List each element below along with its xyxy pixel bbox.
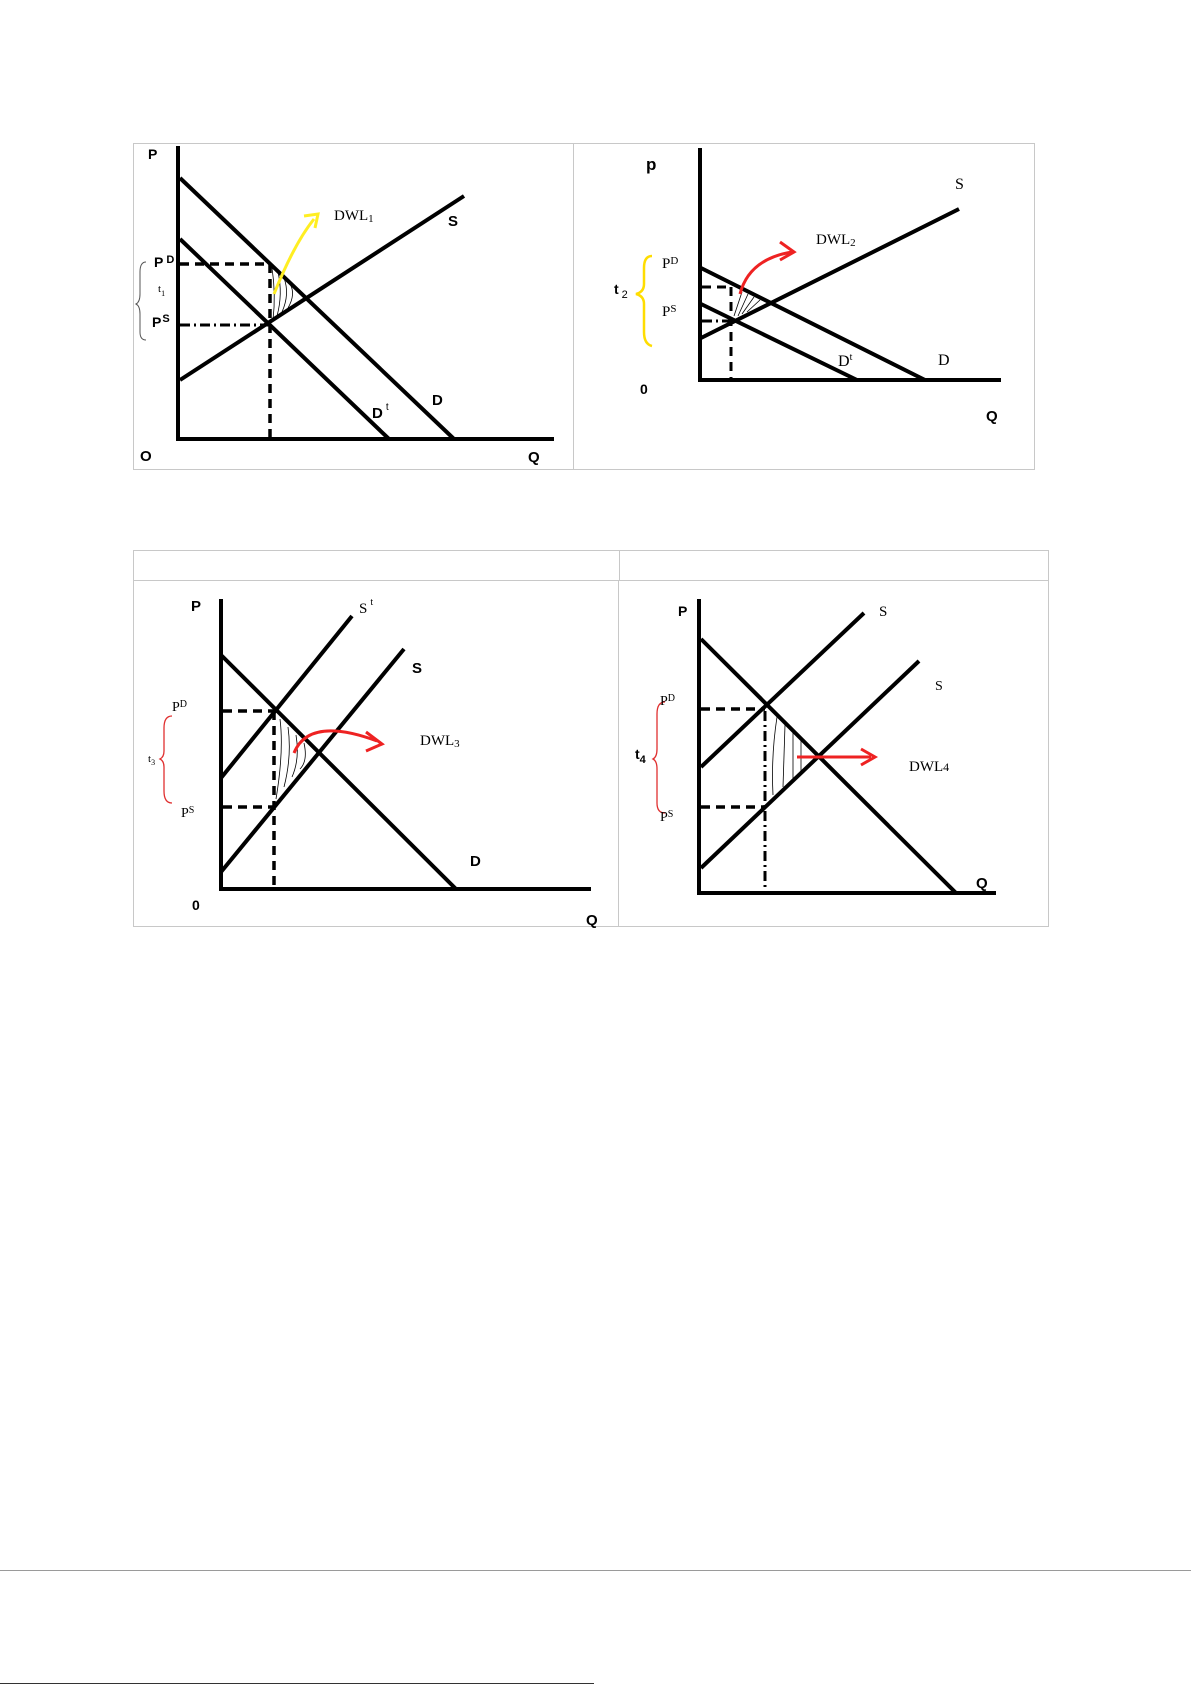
footnote-separator [0, 1683, 594, 1684]
axis-y-label: P [148, 146, 158, 162]
dwl-hatch [773, 717, 802, 795]
taxed-demand-label: $D^t$ [838, 352, 853, 370]
origin-label: O [140, 448, 152, 465]
diagram-2-panel [573, 143, 1035, 470]
ps-label: $P^S$ [152, 313, 170, 330]
axis-y-label: P [678, 603, 688, 619]
dwl-arrow-head [780, 242, 794, 260]
axis-x-label: Q [986, 408, 998, 425]
tax-label: $t_3$ [148, 753, 156, 767]
taxed-demand-label: D $^t$ [372, 402, 389, 422]
page-footer-rule [0, 1570, 1191, 1571]
dwl-label: DWL1 [334, 208, 374, 225]
supply-label: S [955, 176, 964, 193]
taxed-supply-curve [701, 613, 864, 767]
pd-label: $P^D$ [660, 693, 676, 709]
diagram-1-panel [133, 143, 575, 470]
demand-curve [221, 655, 456, 889]
diagram-4-panel [618, 580, 1049, 927]
diagram-1 [134, 144, 574, 469]
lower-table-header [133, 550, 1049, 580]
ps-label: $P^S$ [181, 805, 195, 821]
tax-label: $t_4$ [635, 746, 646, 766]
tax-brace [160, 716, 172, 803]
supply-curve [180, 196, 464, 380]
supply-label: S [935, 679, 943, 694]
taxed-supply-curve [221, 616, 352, 778]
taxed-demand-curve [701, 304, 857, 380]
demand-label: D [470, 853, 481, 870]
header-divider [619, 551, 620, 580]
tax-brace [636, 256, 652, 346]
pd-label: P $^D$ [154, 254, 175, 270]
supply-curve [701, 209, 959, 338]
origin-label: 0 [640, 381, 648, 397]
axis-y-label: p [646, 155, 657, 174]
pd-label: $P^D$ [172, 699, 188, 715]
dwl-label: DWL2 [816, 232, 856, 249]
tax-label: t $_2$ [614, 281, 628, 301]
diagram-2 [574, 144, 1034, 469]
tax-label: $t_1$ [158, 283, 166, 298]
taxed-supply-label: S $^t$ [359, 597, 374, 617]
diagram-4 [619, 581, 1048, 926]
taxed-supply-label: S [879, 604, 888, 620]
ps-label: $P^S$ [660, 809, 674, 825]
axis-x-label: Q [586, 912, 598, 929]
tax-brace [136, 262, 146, 340]
diagram-3 [134, 581, 619, 929]
supply-curve [701, 661, 919, 868]
supply-label: S [448, 213, 459, 230]
dwl-arrow [274, 219, 314, 294]
dwl-label: DWL3 [420, 733, 460, 750]
axis-x-label: Q [528, 449, 540, 466]
diagram-3-panel [133, 580, 620, 927]
origin-label: 0 [192, 897, 200, 913]
axis-y-label: P [191, 598, 202, 615]
ps-label: $P^S$ [662, 303, 677, 320]
demand-curve [701, 268, 925, 380]
pd-label: $P^D$ [662, 255, 679, 272]
demand-label: D [432, 392, 443, 409]
dwl-label: DWL4 [909, 759, 950, 775]
axis-x-label: Q [976, 875, 988, 892]
tax-brace [653, 702, 665, 813]
demand-label: D [938, 352, 950, 369]
supply-label: S [412, 660, 423, 677]
